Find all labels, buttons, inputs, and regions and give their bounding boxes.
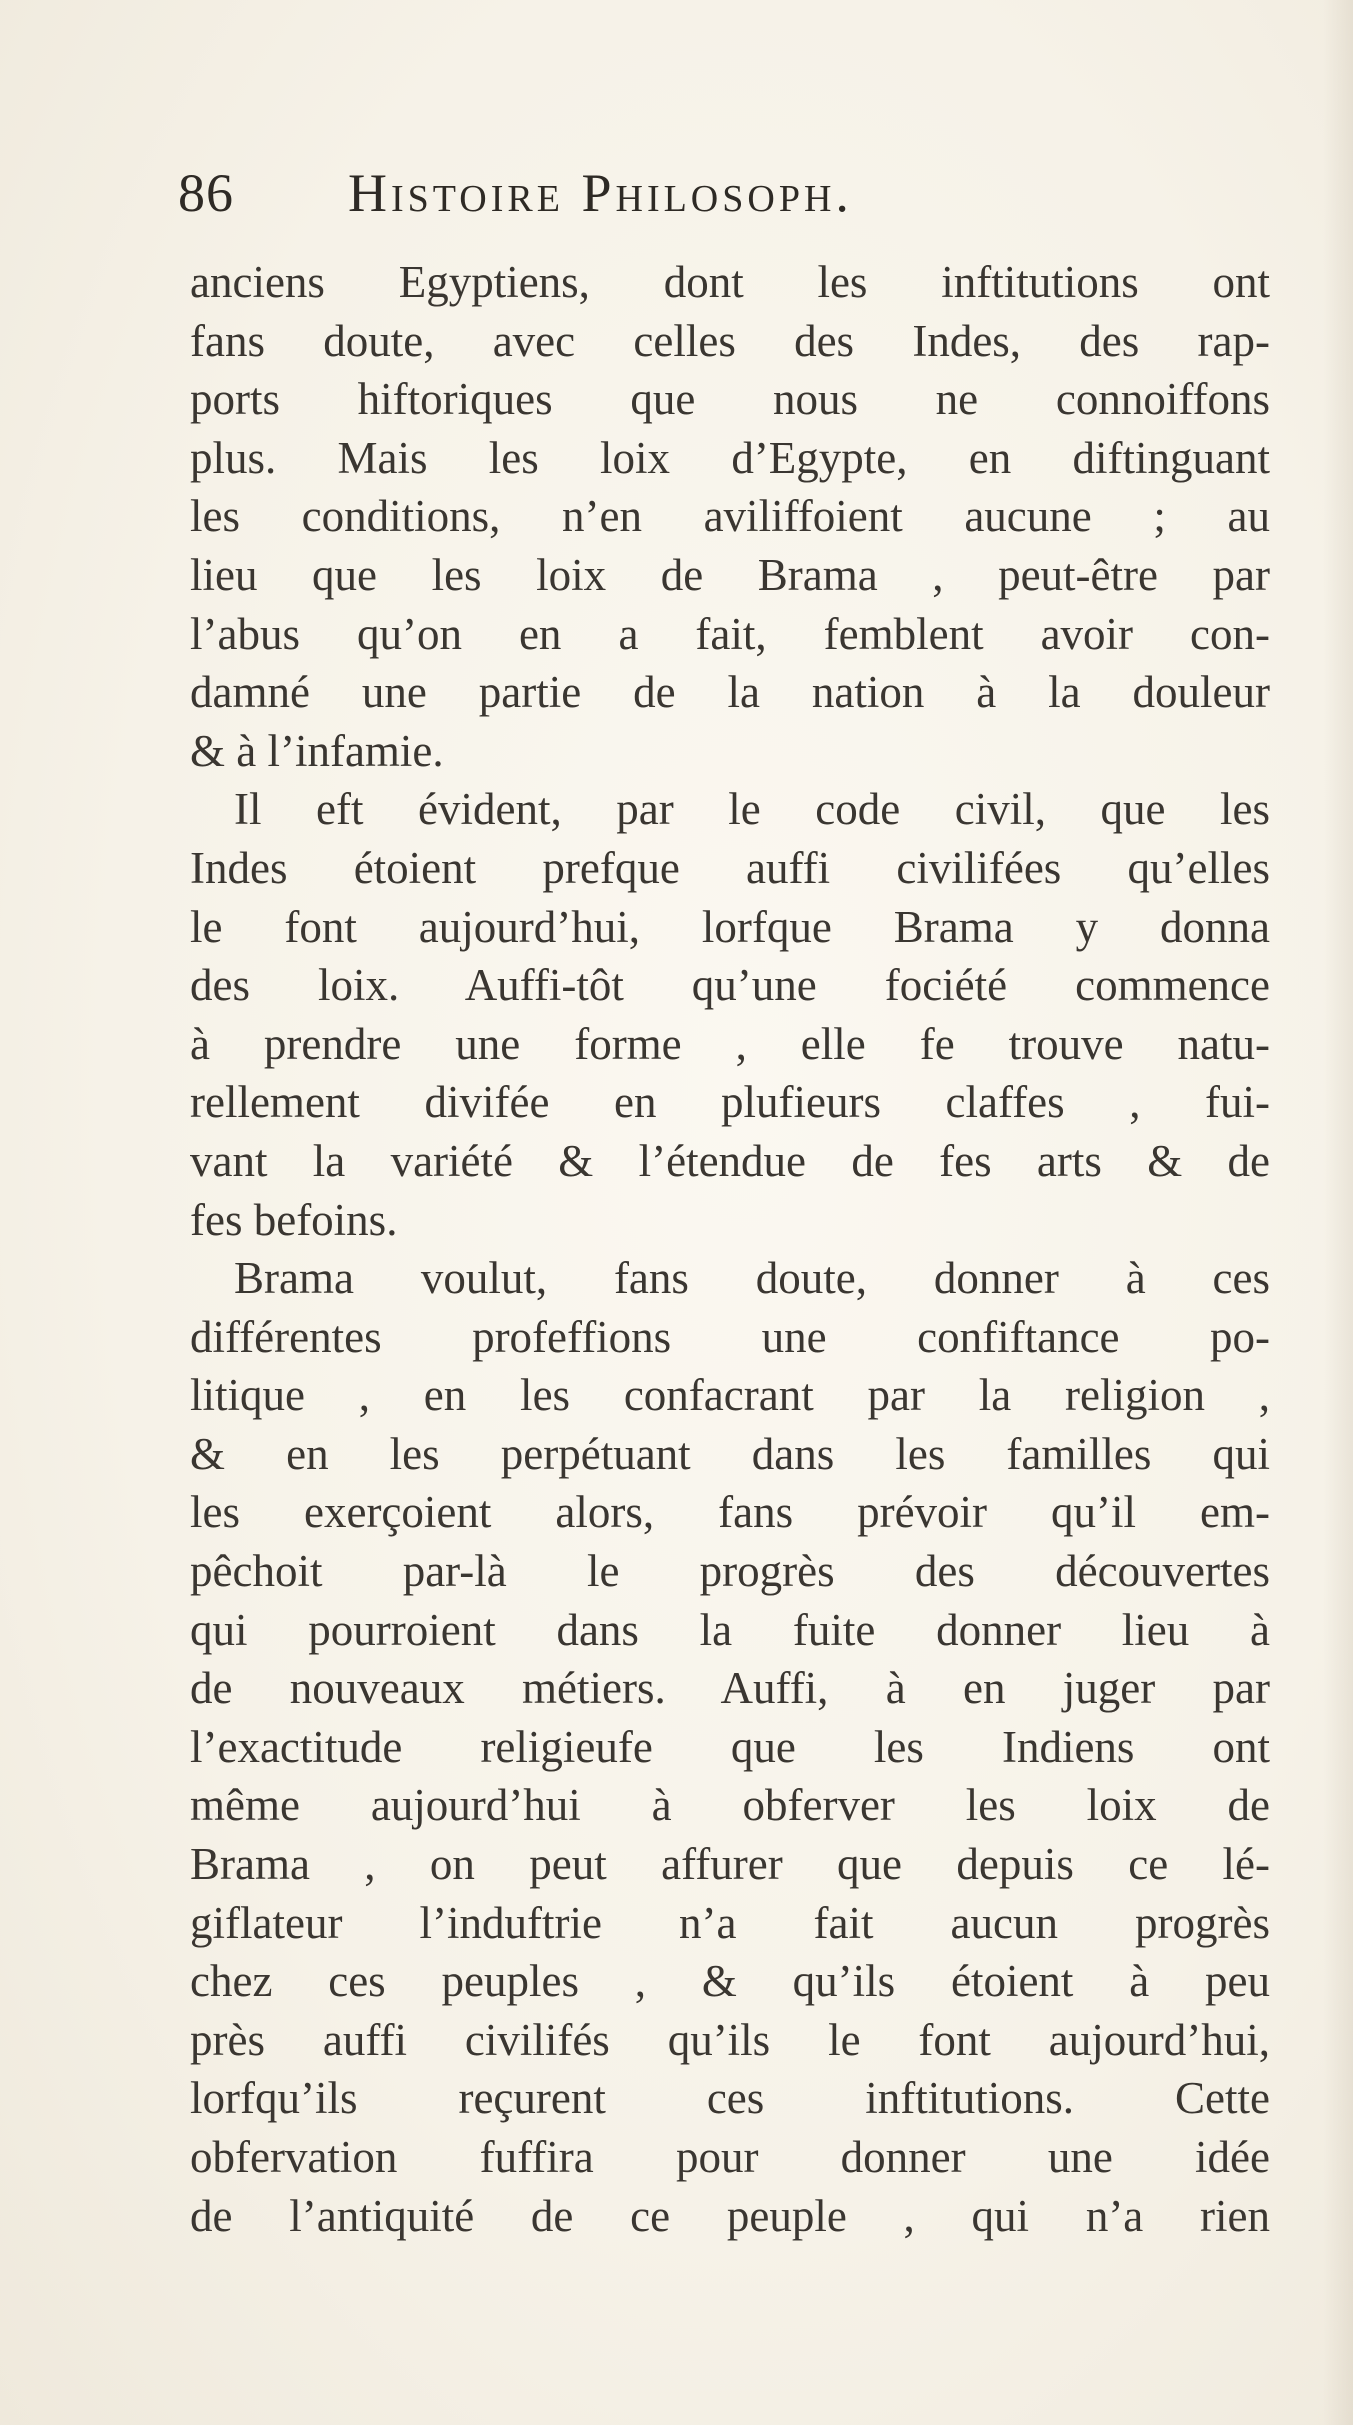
text-line: le font aujourd’hui, lorfque Brama y donna (190, 901, 1270, 952)
text-line: de l’antiquité de ce peuple , qui n’a rien (190, 2190, 1270, 2241)
text-line: les conditions, n’en aviliffoient aucune ; au (190, 491, 1270, 542)
text-line: Brama , on peut affurer que depuis ce lé- (190, 1839, 1270, 1890)
text-line: ports hiftoriques que nous ne connoiffons (190, 374, 1270, 425)
text-line: l’abus qu’on en a fait, femblent avoir con- (190, 608, 1270, 659)
text-line: litique , en les confacrant par la religion , (190, 1370, 1270, 1421)
text-line: obfervation fuffira pour donner une idée (190, 2132, 1270, 2182)
text-line: damné une partie de la nation à la douleur (190, 667, 1270, 718)
text-line: rellement divifée en plufieurs claffes , fui- (190, 1077, 1270, 1128)
text-line: pêchoit par-là le progrès des découvertes (190, 1546, 1270, 1597)
text-line: & en les perpétuant dans les familles qui (190, 1428, 1270, 1479)
text-line: lorfqu’ils reçurent ces inftitutions. Cette (190, 2073, 1270, 2124)
text-line: même aujourd’hui à obferver les loix de (190, 1780, 1270, 1831)
page-number: 86 (178, 163, 234, 223)
text-line: à prendre une forme , elle fe trouve natu- (190, 1018, 1270, 1069)
text-line: anciens Egyptiens, dont les inftitutions ont (190, 257, 1270, 307)
text-line: giflateur l’induftrie n’a fait aucun progrès (190, 1897, 1270, 1948)
text-line: plus. Mais les loix d’Egypte, en diftinguant (190, 432, 1270, 483)
page-header (178, 152, 1178, 232)
text-line: près auffi civilifés qu’ils le font aujourd’hui, (190, 2014, 1270, 2065)
text-line: des loix. Auffi-tôt qu’une fociété commence (190, 960, 1270, 1011)
text-line: Il eft évident, par le code civil, que les (234, 784, 1270, 835)
text-line: différentes profeffions une confiftance po- (190, 1311, 1270, 1362)
text-line: les exerçoient alors, fans prévoir qu’il em- (190, 1487, 1270, 1538)
text-line: Brama voulut, fans doute, donner à ces (234, 1253, 1270, 1304)
running-title: Histoire Philosoph. (348, 163, 853, 223)
text-line: chez ces peuples , & qu’ils étoient à peu (190, 1956, 1270, 2007)
text-line: Indes étoient prefque auffi civilifées qu’elles (190, 842, 1270, 893)
text-line: & à l’infamie. (190, 725, 444, 776)
text-line: qui pourroient dans la fuite donner lieu à (190, 1604, 1270, 1655)
text-line: vant la variété & l’étendue de fes arts & de (190, 1135, 1270, 1186)
text-line: lieu que les loix de Brama , peut-être par (190, 549, 1270, 600)
text-line: fes befoins. (190, 1194, 398, 1245)
body-text (190, 253, 1270, 2245)
text-line: l’exactitude religieufe que les Indiens ont (190, 1721, 1270, 1772)
page-edge-shadow (1323, 0, 1353, 2425)
text-line: fans doute, avec celles des Indes, des rap- (190, 315, 1270, 366)
text-line: de nouveaux métiers. Auffi, à en juger par (190, 1663, 1270, 1714)
